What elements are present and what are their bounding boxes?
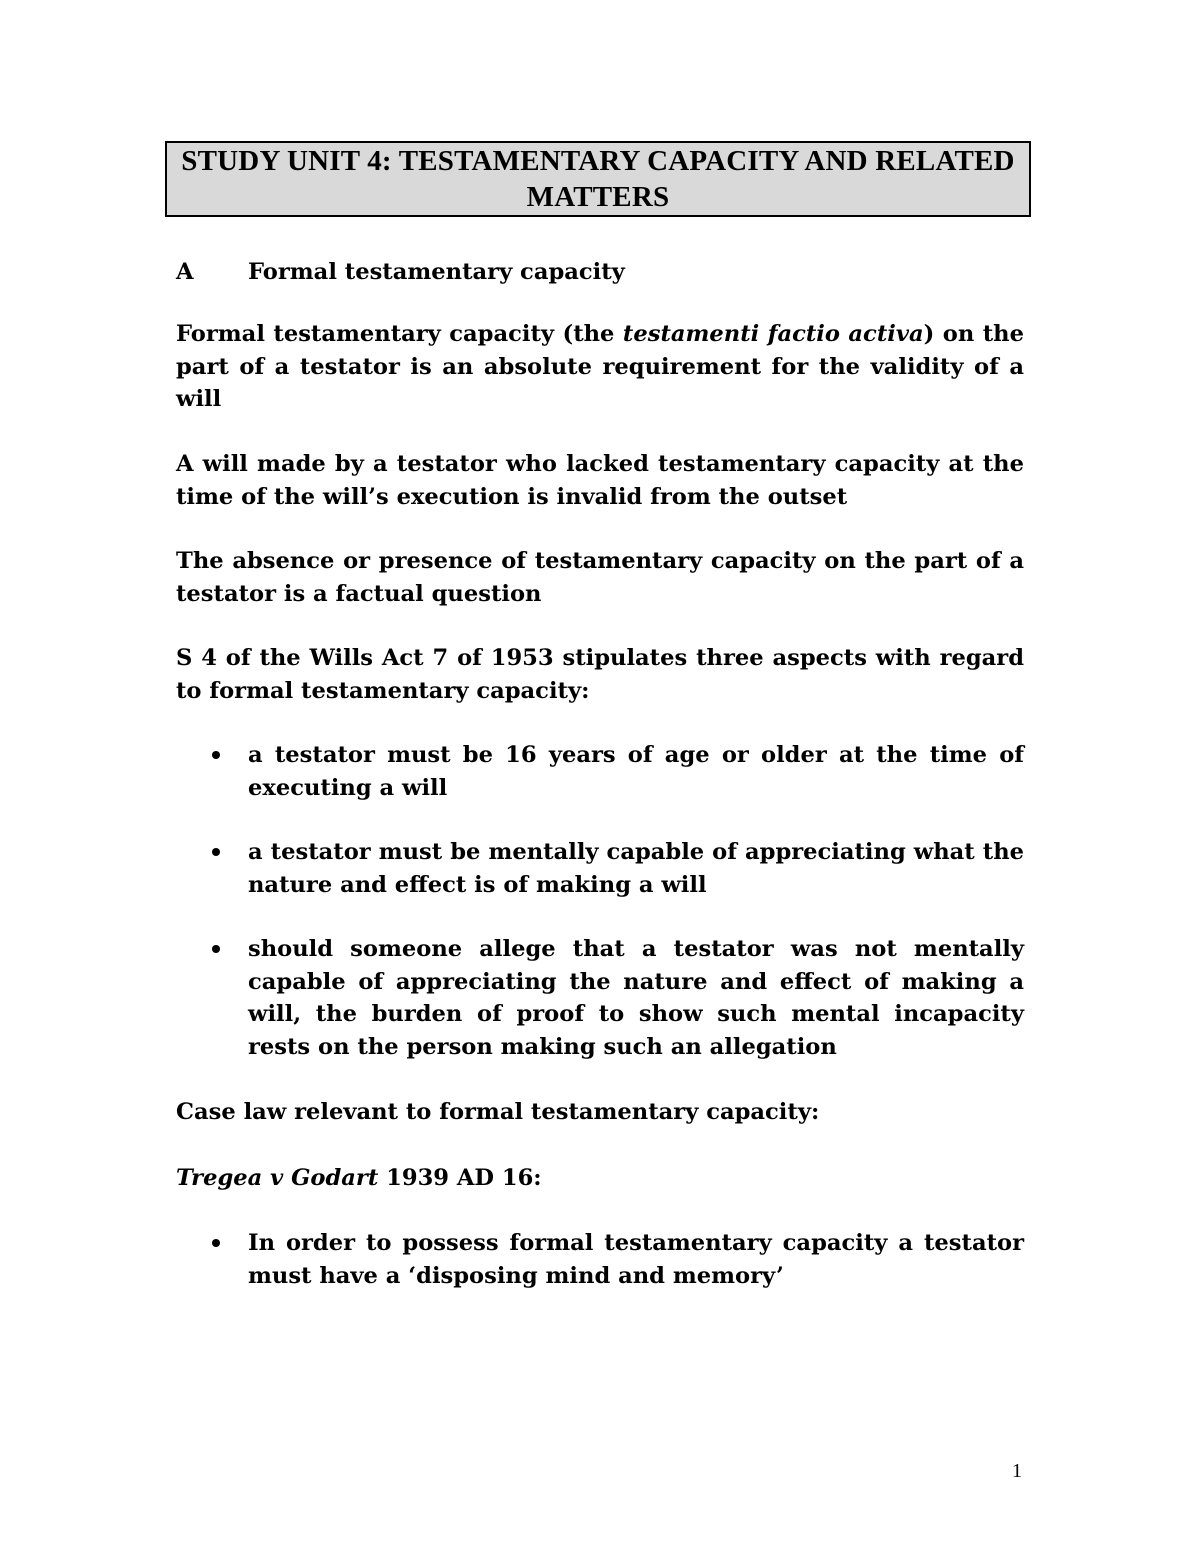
case-reference: 1939 AD 16:: [378, 1165, 542, 1191]
bullet-icon: [212, 945, 220, 953]
paragraph-1: [176, 318, 1024, 416]
bullet-icon: [212, 1239, 220, 1247]
page-number: 1: [1012, 1460, 1022, 1482]
section-heading-text: Formal testamentary capacity: [248, 259, 625, 285]
section-letter: A: [176, 259, 194, 285]
list-item: [176, 836, 1024, 901]
title-box: [165, 141, 1031, 217]
list-item: [176, 739, 1024, 804]
list-item: [176, 1227, 1024, 1292]
case-name: Tregea v Godart: [176, 1165, 379, 1191]
paragraph-3: The absence or presence of testamentary capacity on the part of a testator is a factual question: [176, 548, 1024, 607]
list-item-text: a testator must be mentally capable of appreciating what the nature and effect is of making a will: [248, 839, 1024, 898]
title-line-2: MATTERS: [526, 181, 670, 213]
paragraph-1-after: ) on the part of a testator is an absolute requirement for the validity of a will: [176, 321, 1024, 412]
list-item-text: a testator must be 16 years of age or older at the time of executing a will: [248, 742, 1024, 801]
paragraph-1-before: Formal testamentary capacity (the: [176, 321, 623, 347]
bullet-icon: [212, 848, 220, 856]
list-item-text: In order to possess formal testamentary capacity a testator must have a ‘disposing mind and memory’: [248, 1230, 1024, 1289]
list-item-text: should someone allege that a testator was not mentally capable of appreciating the nature and effect of making a will, the burden of proof to show such mental incapacity rests on the person making such an allegation: [248, 936, 1024, 1060]
paragraph-1-italic: testamenti factio activa: [622, 321, 924, 347]
paragraph-2: A will made by a testator who lacked testamentary capacity at the time of the will’s execution is invalid from the outset: [176, 451, 1024, 510]
section-heading: [176, 256, 625, 288]
aspects-list: [176, 739, 1024, 1063]
title-line-1: STUDY UNIT 4: TESTAMENTARY CAPACITY AND RELATED: [181, 145, 1015, 177]
case-citation: [176, 1162, 1024, 1195]
page-title: [181, 143, 1014, 215]
paragraph-4: S 4 of the Wills Act 7 of 1953 stipulates three aspects with regard to formal testamentary capacity:: [176, 645, 1024, 704]
case-points-list: [176, 1227, 1024, 1292]
case-law-heading: Case law relevant to formal testamentary capacity:: [176, 1099, 820, 1125]
bullet-icon: [212, 751, 220, 759]
list-item: [176, 933, 1024, 1063]
